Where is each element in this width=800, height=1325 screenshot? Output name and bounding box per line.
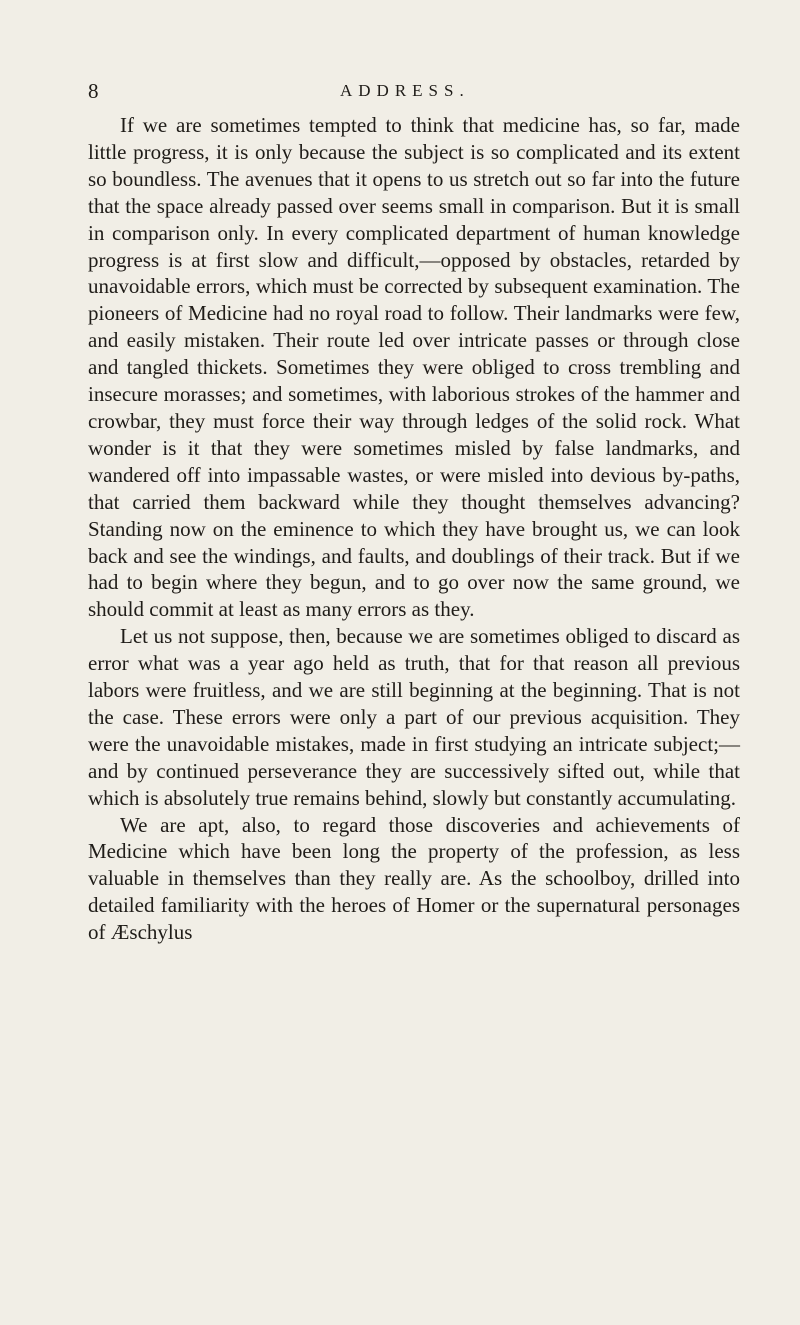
paragraph-3: We are apt, also, to regard those discoveries and achievements of Medicine which have been long the property of the profession, as less valuable in themselves than they really are. As the schoolboy, drilled into detailed familiarity with the heroes of Homer or the supernatural personages of Æschylus [88,812,740,945]
body-text [88,112,740,946]
running-head [88,78,740,104]
running-head-title: ADDRESS. [340,81,470,100]
page-number: 8 [88,79,99,103]
paragraph-1: If we are sometimes tempted to think that medicine has, so far, made little progress, it is only because the subject is so complicated and its extent so boundless. The avenues that it opens to us stretch out so far into the future that the space already passed over seems small in comparison. But it is small in comparison only. In every complicated department of human knowledge progress is at first slow and difficult,—opposed by obstacles, retarded by unavoidable errors, which must be corrected by subsequent examination. The pioneers of Medicine had no royal road to follow. Their landmarks were few, and easily mistaken. Their route led over intricate passes or through close and tangled thickets. Sometimes they were obliged to cross trembling and insecure morasses; and sometimes, with laborious strokes of the hammer and crowbar, they must force their way through ledges of the solid rock. What wonder is it that they were sometimes misled by false landmarks, and wandered off into impassable wastes, or were misled into devious by-paths, that carried them backward while they thought themselves advancing? Standing now on the eminence to which they have brought us, we can look back and see the windings, and faults, and doublings of their track. But if we had to begin where they begun, and to go over now the same ground, we should commit at least as many errors as they. [88,113,740,622]
paragraph-2: Let us not suppose, then, because we are sometimes obliged to discard as error what was a year ago held as truth, that for that reason all previous labors were fruitless, and we are still beginning at the beginning. That is not the case. These errors were only a part of our previous acquisition. They were the unavoidable mistakes, made in first studying an intricate subject;—and by continued perseverance they are successively sifted out, while that which is absolutely true remains behind, slowly but constantly accumulating. [88,624,740,810]
